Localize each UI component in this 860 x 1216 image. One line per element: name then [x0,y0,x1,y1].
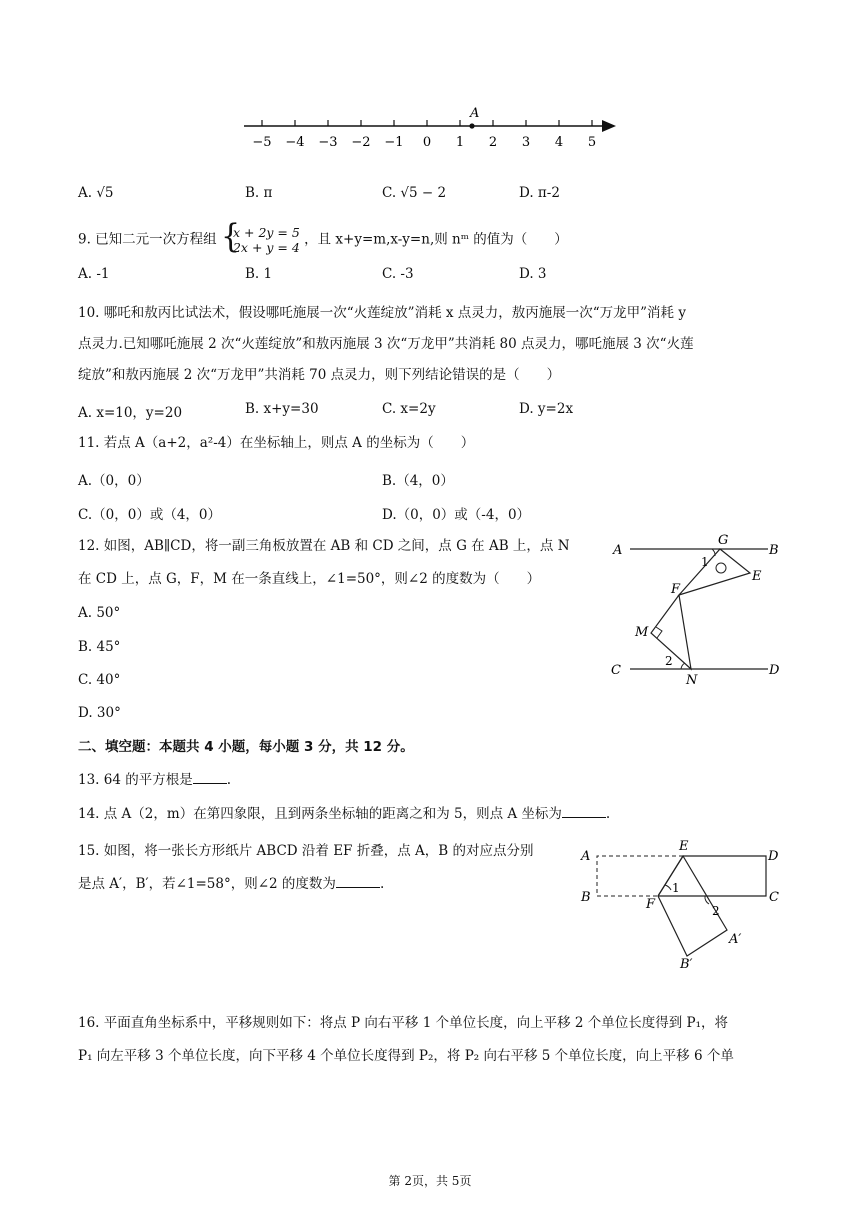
q10-line-1: 10. 哪吒和敖丙比试法术，假设哪吒施展一次“火莲绽放”消耗 x 点灵力，敖丙施展一次“万龙甲”消耗 y [78,305,686,321]
fig12-label-e: E [752,569,762,584]
fig12-angle-2: 2 [665,654,673,668]
q9-option-c[interactable]: C. -3 [382,266,414,282]
question-9 [78,217,568,256]
q9-option-d[interactable]: D. 3 [519,266,547,282]
brace-icon: { [220,217,241,256]
number-line-tick-label: −3 [318,135,338,150]
q13-text: 13. 64 的平方根是 [78,772,193,788]
q11-option-d[interactable]: D.（0，0）或（-4，0） [382,507,531,523]
point-a [469,123,474,128]
q14-answer-blank[interactable] [562,805,606,818]
fig12-label-c: C [611,663,621,678]
fig15-label-c: C [769,890,779,905]
fig15-label-a: A [581,849,591,864]
q10-option-d[interactable]: D. y=2x [519,401,574,417]
number-line-tick-label: −5 [252,135,272,150]
q15-line-2: 是点 A′，B′，若∠1=58°，则∠2 的度数为 [78,876,336,892]
fig12-label-b: B [769,543,779,558]
number-line-tick-label: 3 [521,135,531,150]
number-line-tick-label: 0 [422,135,432,150]
q16-line-2: P₁ 向左平移 3 个单位长度，向下平移 4 个单位长度得到 P₂，将 P₂ 向右平移 5 个单位长度，向上平移 6 个单 [78,1048,734,1064]
q8-option-a[interactable]: A. √5 [78,185,114,201]
q15-line-1: 15. 如图，将一张长方形纸片 ABCD 沿着 EF 折叠，点 A，B 的对应点分别 [78,843,534,859]
question-14 [78,805,610,823]
q16-line-1: 16. 平面直角坐标系中，平移规则如下：将点 P 向右平移 1 个单位长度，向上平移 2 个单位长度得到 P₁，将 [78,1015,729,1031]
equation-1: x + 2y = 5 [232,225,300,240]
q15-answer-blank[interactable] [336,875,380,888]
q14-end: . [605,806,611,822]
number-line-tick-label: 5 [587,135,597,150]
q11-option-a[interactable]: A.（0，0） [78,473,150,489]
fig15-label-e: E [679,839,689,854]
fig15-label-b: B [581,890,591,905]
number-line-tick-label: −2 [351,135,371,150]
q15-figure [575,835,795,975]
fig15-label-d: D [768,849,779,864]
q10-line-3: 绽放”和敖丙施展 2 次“万龙甲”共消耗 70 点灵力，则下列结论错误的是（ ） [78,367,561,383]
q10-option-a[interactable]: A. x=10，y=20 [78,405,183,421]
fig15-label-a-prime: A′ [729,932,742,947]
q10-line-2: 点灵力.已知哪吒施展 2 次“火莲绽放”和敖丙施展 3 次“万龙甲”共消耗 80 点灵力，哪吒施展 3 次“火莲 [78,336,694,352]
fig12-label-n: N [686,673,698,688]
number-line-figure [230,100,630,156]
number-line-tick-label: 2 [488,135,498,150]
section-2-title: 二、填空题：本题共 4 小题，每小题 3 分，共 12 分。 [78,739,414,755]
q12-line-2: 在 CD 上，点 G，F，M 在一条直线上，∠1=50°，则∠2 的度数为（ ） [78,571,541,587]
q10-option-b[interactable]: B. x+y=30 [245,401,319,417]
fig15-angle-2: 2 [712,904,720,918]
q9-suffix: ，且 x+y=m,x-y=n,则 nᵐ 的值为（ ） [304,231,568,248]
q12-figure [605,530,785,690]
q12-option-a[interactable]: A. 50° [78,605,121,621]
q9-prefix: 9. 已知二元一次方程组 [78,231,217,248]
q10-option-c[interactable]: C. x=2y [382,401,436,417]
q14-text: 14. 点 A（2，m）在第四象限，且到两条坐标轴的距离之和为 5，则点 A 坐标为 [78,806,562,822]
q8-option-c[interactable]: C. √5 − 2 [382,185,447,201]
fig12-label-a: A [613,543,623,558]
q15-end: . [379,876,385,892]
fig15-angle-1: 1 [672,881,680,895]
fig12-label-m: M [635,625,649,640]
number-line-tick-label: −4 [285,135,305,150]
point-a-label: A [470,106,480,121]
fig12-angle-1: 1 [701,555,709,569]
q12-option-d[interactable]: D. 30° [78,705,121,721]
q8-option-b[interactable]: B. π [245,185,273,201]
fig12-label-d: D [769,663,780,678]
q13-answer-blank[interactable] [193,771,227,784]
fig12-label-g: G [718,533,729,548]
q12-option-b[interactable]: B. 45° [78,639,121,655]
q11-option-b[interactable]: B.（4，0） [382,473,454,489]
q13-end: . [226,772,232,788]
number-line-tick-label: 4 [554,135,564,150]
q11-stem: 11. 若点 A（a+2，a²-4）在坐标轴上，则点 A 的坐标为（ ） [78,435,475,451]
fig15-label-b-prime: B′ [680,957,693,972]
page-footer: 第 2页，共 5页 [388,1174,472,1188]
q8-option-d[interactable]: D. π-2 [519,185,560,201]
number-line-tick-label: −1 [384,135,404,150]
q9-option-b[interactable]: B. 1 [245,266,273,282]
number-line-tick-label: 1 [455,135,465,150]
question-15-line-2 [78,875,384,893]
q11-option-c[interactable]: C.（0，0）或（4，0） [78,507,221,523]
fig15-label-f: F [646,897,656,912]
question-13 [78,771,231,789]
equation-2: 2x + y = 4 [232,240,300,255]
q12-line-1: 12. 如图，AB∥CD，将一副三角板放置在 AB 和 CD 之间，点 G 在 AB 上，点 N [78,538,570,554]
equation-system [220,217,300,256]
fig12-label-f: F [671,582,681,597]
q12-option-c[interactable]: C. 40° [78,672,121,688]
q9-option-a[interactable]: A. -1 [78,266,110,282]
